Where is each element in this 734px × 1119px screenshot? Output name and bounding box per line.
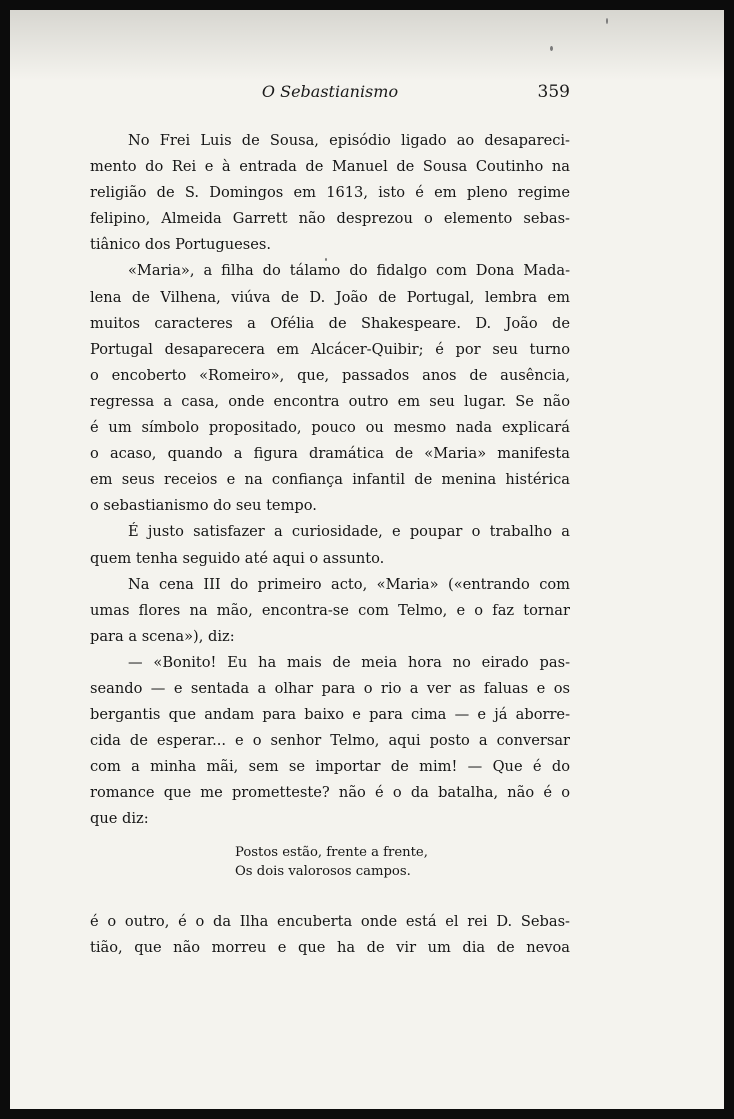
text-line: seando — e sentada a olhar para o rio a ver as faluas e os	[90, 679, 570, 697]
text-line: regressa a casa, onde encontra outro em seu lugar. Se não	[90, 392, 570, 410]
print-speck	[550, 46, 553, 51]
text-line: o encoberto «Romeiro», que, passados anos de ausência,	[90, 366, 570, 384]
text-line: em seus receios e na confiança infantil de menina histérica	[90, 471, 570, 489]
text-line: o sebastianismo do seu tempo.	[90, 497, 317, 515]
running-title: O Sebastianismo	[261, 82, 399, 101]
text-line: quem tenha seguido até aqui o assunto.	[90, 549, 385, 567]
text-line: que diz:	[90, 810, 149, 828]
continuation-paragraph	[90, 909, 570, 961]
text-line: No Frei Luis de Sousa, episódio ligado ao desapareci-	[128, 132, 570, 149]
page-header	[90, 82, 570, 106]
spacer	[90, 833, 570, 843]
paragraph-1	[90, 128, 570, 258]
text-line: «Maria», a filha do tálamo do fidalgo com Dona Mada-	[128, 262, 570, 280]
verse-block	[90, 843, 570, 881]
book-page	[10, 10, 724, 1109]
spacer	[90, 881, 570, 909]
paragraph-4	[90, 572, 570, 650]
print-speck	[325, 258, 327, 261]
text-line: mento do Rei e à entrada de Manuel de Sousa Coutinho na	[90, 158, 570, 176]
print-speck	[606, 18, 608, 24]
text-line: com a minha mãi, sem se importar de mim! — Que é do	[90, 758, 570, 776]
text-line: umas flores na mão, encontra-se com Telmo, e o faz tornar	[90, 601, 570, 619]
page-body	[90, 128, 570, 961]
verse-line: Os dois valorosos campos.	[235, 863, 411, 879]
paragraph-3	[90, 519, 570, 571]
text-line: É justo satisfazer a curiosidade, e poupar o trabalho a	[128, 523, 570, 541]
text-line: Portugal desaparecera em Alcácer-Quibir; é por seu turno	[90, 340, 570, 358]
paragraph-5	[90, 650, 570, 833]
paragraph-2	[90, 258, 570, 519]
text-line: o acaso, quando a figura dramática de «Maria» manifesta	[90, 445, 570, 463]
verse-line: Postos estão, frente a frente,	[235, 844, 428, 860]
text-line: cida de esperar... e o senhor Telmo, aqui posto a conversar	[90, 732, 570, 750]
text-line: Na cena III do primeiro acto, «Maria» («entrando com	[128, 575, 570, 593]
text-line: romance que me prometteste? não é o da batalha, não é o	[90, 784, 570, 802]
text-line: — «Bonito! Eu ha mais de meia hora no eirado pas-	[128, 653, 570, 671]
text-line: é um símbolo propositado, pouco ou mesmo nada explicará	[90, 419, 570, 437]
text-line: religião de S. Domingos em 1613, isto é em pleno regime	[90, 184, 570, 202]
text-line: muitos caracteres a Ofélia de Shakespeare. D. João de	[90, 314, 570, 332]
text-line: para a scena»), diz:	[90, 627, 235, 645]
text-line: bergantis que andam para baixo e para cima — e já aborre-	[90, 706, 570, 724]
text-line: felipino, Almeida Garrett não desprezou o elemento sebas-	[90, 210, 570, 228]
text-line: lena de Vilhena, viúva de D. João de Portugal, lembra em	[90, 288, 570, 306]
page-number: 359	[537, 82, 570, 102]
text-line: tiânico dos Portugueses.	[90, 236, 272, 254]
text-line: tião, que não morreu e que ha de vir um dia de nevoa	[90, 938, 570, 956]
text-line: é o outro, é o da Ilha encuberta onde está el rei D. Sebas-	[90, 912, 570, 930]
